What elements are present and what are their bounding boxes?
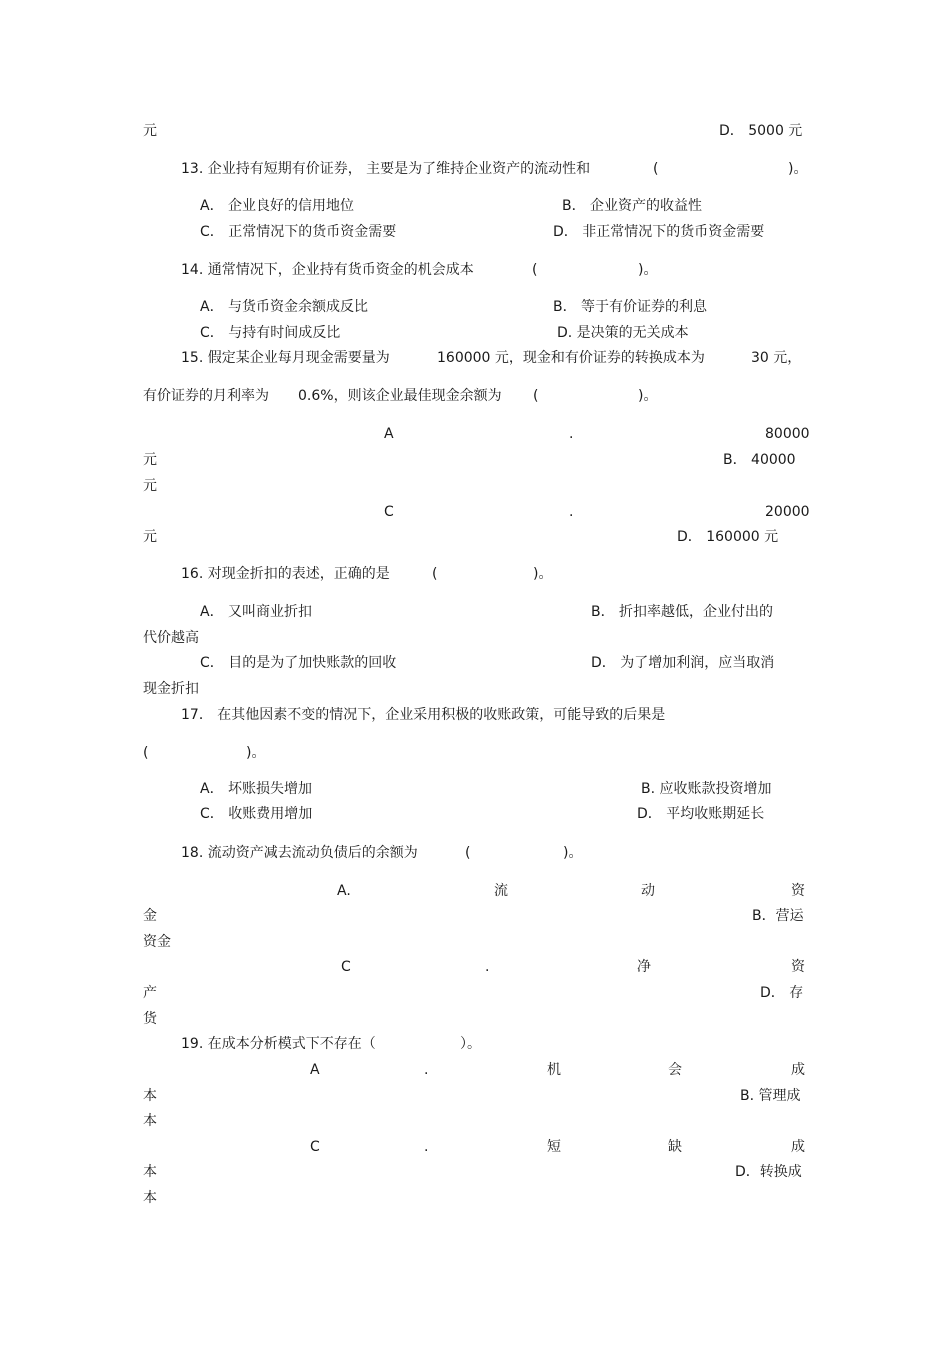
- q13-paren-open: (: [653, 161, 659, 177]
- q19-option-c-part: 成: [791, 1139, 805, 1155]
- q15-option-c-unit: 元: [143, 529, 157, 545]
- q15-option-a-unit: 元: [143, 452, 157, 468]
- q18-option-c-part: .: [485, 959, 490, 975]
- q15-line2-a: 有价证券的月利率为: [143, 388, 269, 404]
- q16-paren-close: )。: [533, 566, 553, 582]
- q15-option-b-unit: 元: [143, 478, 157, 494]
- q16-option-d-cont: 现金折扣: [143, 681, 199, 697]
- q17-paren-close: )。: [246, 745, 266, 761]
- q15-option-c-letter: C: [384, 504, 394, 520]
- q15-stem-3: 30 元，: [751, 350, 802, 366]
- q19-paren-close: ）。: [460, 1036, 481, 1052]
- q15-stem-2: 160000 元，现金和有价证券的转换成本为: [437, 350, 705, 366]
- q19-option-b-cont: 本: [143, 1113, 157, 1129]
- q15-option-c-dot: .: [569, 504, 574, 520]
- q15-option-a-value: 80000: [765, 426, 810, 442]
- q15-option-c-value: 20000: [765, 504, 810, 520]
- q14-paren-close: )。: [638, 262, 658, 278]
- q18-option-b: B．营运: [752, 908, 804, 924]
- q18-option-b-cont: 资金: [143, 934, 171, 950]
- q17-option-d: D． 平均收账期延长: [637, 806, 765, 822]
- q18-paren-open: (: [465, 845, 471, 861]
- q16-option-c: C． 目的是为了加快账款的回收: [200, 655, 397, 671]
- q15-line2-b: 0.6%，则该企业最佳现金余额为: [298, 388, 502, 404]
- q16-option-b-cont: 代价越高: [143, 630, 199, 646]
- q14-option-a: A． 与货币资金余额成反比: [200, 299, 369, 315]
- q19-option-c-part: C: [310, 1139, 320, 1155]
- q18-option-c-tail: 产: [143, 985, 157, 1001]
- q14-option-d: D. 是决策的无关成本: [557, 325, 689, 341]
- q16-stem: 16. 对现金折扣的表述，正确的是: [181, 566, 390, 582]
- q15-paren-open: (: [533, 388, 539, 404]
- q17-stem: 17． 在其他因素不变的情况下，企业采用积极的收账政策，可能导致的后果是: [181, 707, 666, 723]
- q15-paren-close: )。: [638, 388, 658, 404]
- q13-option-a: A． 企业良好的信用地位: [200, 198, 355, 214]
- q19-option-c-part: 短: [547, 1139, 561, 1155]
- q16-paren-open: (: [432, 566, 438, 582]
- q19-option-a-part: A: [310, 1062, 320, 1078]
- q18-option-c-part: C: [341, 959, 351, 975]
- q13-option-c: C． 正常情况下的货币资金需要: [200, 224, 397, 240]
- q12-option-d: D． 5000 元: [719, 123, 803, 139]
- q18-option-c-part: 资: [791, 959, 805, 975]
- q19-option-d-cont: 本: [143, 1190, 157, 1206]
- q18-option-a-tail: 金: [143, 908, 157, 924]
- q14-paren-open: (: [532, 262, 538, 278]
- q13-option-b: B． 企业资产的收益性: [562, 198, 703, 214]
- q19-option-a-part: 机: [547, 1062, 561, 1078]
- q18-option-d: D． 存: [760, 985, 804, 1001]
- q19-option-c-tail: 本: [143, 1164, 157, 1180]
- q17-option-a: A． 坏账损失增加: [200, 781, 313, 797]
- q15-option-a-dot: .: [569, 426, 574, 442]
- q15-option-b: B． 40000: [723, 452, 796, 468]
- q18-option-a-part: A.: [337, 883, 351, 899]
- q13-option-d: D． 非正常情况下的货币资金需要: [553, 224, 765, 240]
- q17-paren-open: (: [143, 745, 149, 761]
- q13-paren-close: )。: [788, 161, 808, 177]
- q15-option-a-letter: A: [384, 426, 394, 442]
- q16-option-d: D． 为了增加利润，应当取消: [591, 655, 775, 671]
- q18-option-a-part: 动: [641, 883, 655, 899]
- q18-option-a-part: 资: [791, 883, 805, 899]
- q18-option-a-part: 流: [494, 883, 508, 899]
- q14-stem: 14. 通常情况下，企业持有货币资金的机会成本: [181, 262, 474, 278]
- q19-option-c-part: 缺: [668, 1139, 682, 1155]
- q19-option-a-part: 会: [668, 1062, 682, 1078]
- q15-option-d: D． 160000 元: [677, 529, 779, 545]
- q14-option-b: B． 等于有价证券的利息: [553, 299, 708, 315]
- q18-option-d-cont: 货: [143, 1011, 157, 1027]
- q17-option-c: C． 收账费用增加: [200, 806, 313, 822]
- q12-option-c-unit: 元: [143, 123, 157, 139]
- q15-stem-1: 15. 假定某企业每月现金需要量为: [181, 350, 390, 366]
- q19-option-d: D．转换成: [735, 1164, 802, 1180]
- q19-option-a-tail: 本: [143, 1088, 157, 1104]
- q13-stem: 13. 企业持有短期有价证券， 主要是为了维持企业资产的流动性和: [181, 161, 591, 177]
- q16-option-b: B． 折扣率越低，企业付出的: [591, 604, 774, 620]
- q19-stem: 19. 在成本分析模式下不存在（: [181, 1036, 376, 1052]
- q19-option-c-part: .: [424, 1139, 429, 1155]
- q18-paren-close: )。: [563, 845, 583, 861]
- q19-option-a-part: .: [424, 1062, 429, 1078]
- q18-option-c-part: 净: [637, 959, 651, 975]
- q19-option-b: B. 管理成: [740, 1088, 801, 1104]
- q18-stem: 18. 流动资产减去流动负债后的余额为: [181, 845, 418, 861]
- q14-option-c: C． 与持有时间成反比: [200, 325, 341, 341]
- q16-option-a: A． 又叫商业折扣: [200, 604, 313, 620]
- q17-option-b: B. 应收账款投资增加: [641, 781, 772, 797]
- q19-option-a-part: 成: [791, 1062, 805, 1078]
